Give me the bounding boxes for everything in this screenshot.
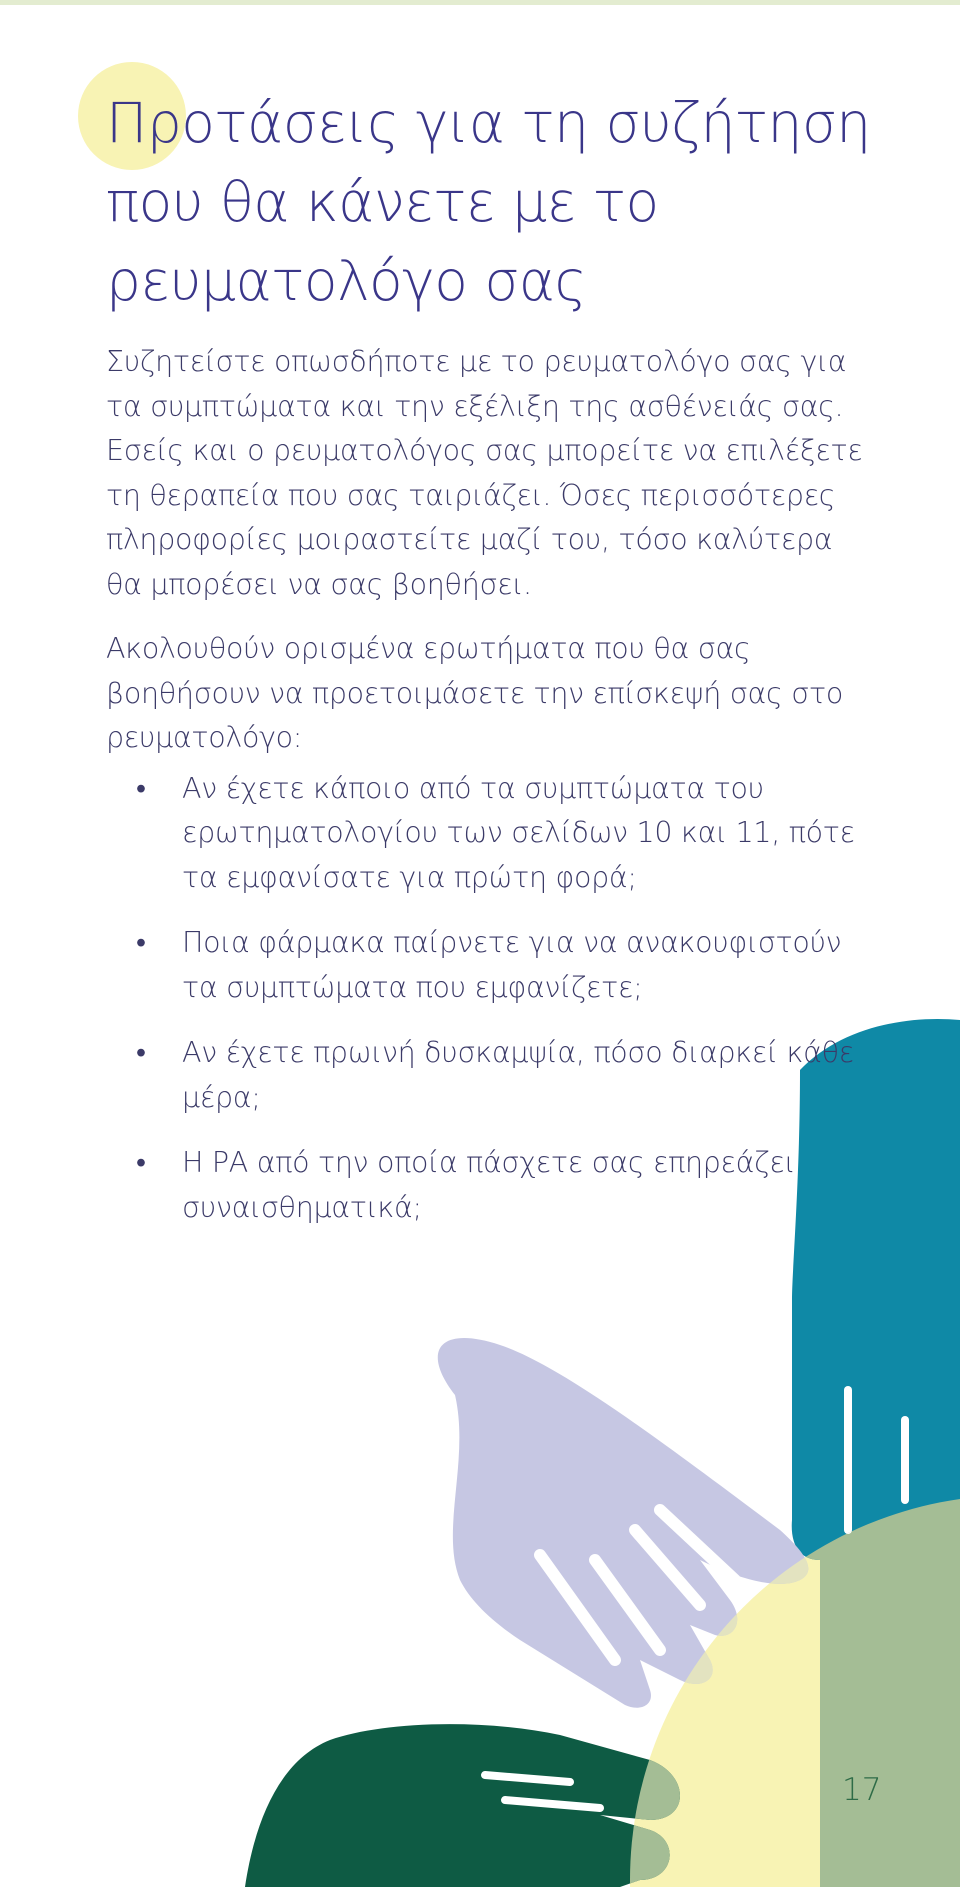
- text-line: Αν έχετε πρωινή δυσκαμψία, πόσο διαρκεί κάθε: [182, 1036, 854, 1069]
- title-line: Προτάσεις για τη συζήτηση: [106, 91, 871, 155]
- text-line: τα συμπτώματα που εμφανίζετε;: [182, 970, 643, 1004]
- text-line: ρευματολόγο:: [106, 721, 303, 754]
- questions-intro-paragraph: [106, 627, 876, 761]
- body-content: [106, 340, 876, 1251]
- list-item: [106, 1141, 876, 1230]
- title-line: ρευματολόγο σας: [106, 249, 587, 313]
- text-line: τη θεραπεία που σας ταιριάζει. Όσες περισσότερες: [106, 478, 836, 512]
- bullet-icon: •: [136, 771, 146, 805]
- page-title: [106, 84, 886, 321]
- bullet-icon: •: [136, 926, 146, 959]
- bullet-icon: •: [136, 1036, 146, 1069]
- text-line: τα εμφανίσατε για πρώτη φορά;: [182, 860, 637, 894]
- title-line: που θα κάνετε με το: [106, 170, 659, 234]
- text-line: Ακολουθούν ορισμένα ερωτήματα που θα σας: [106, 632, 751, 665]
- list-item: [106, 767, 876, 901]
- questions-list: [106, 767, 876, 1231]
- text-line: Η ΡΑ από την οποία πάσχετε σας επηρεάζει: [182, 1146, 796, 1179]
- page-number: 17: [842, 1772, 882, 1808]
- text-line: Συζητείστε οπωσδήποτε με το ρευματολόγο σας για: [106, 345, 847, 378]
- intro-paragraph: [106, 340, 876, 607]
- text-line: Εσείς και ο ρευματολόγος σας μπορείτε να επιλέξετε: [106, 434, 863, 467]
- text-line: ερωτηματολογίου των σελίδων 10 και 11, πότε: [182, 816, 855, 849]
- list-item: [106, 921, 876, 1010]
- text-line: θα μπορέσει να σας βοηθήσει.: [106, 567, 532, 601]
- text-line: βοηθήσουν να προετοιμάσετε την επίσκεψή σας στο: [106, 676, 843, 710]
- text-line: τα συμπτώματα και την εξέλιξη της ασθένειάς σας.: [106, 389, 844, 423]
- text-line: Ποια φάρμακα παίρνετε για να ανακουφιστούν: [182, 926, 842, 959]
- text-line: Αν έχετε κάποιο από τα συμπτώματα του: [182, 771, 764, 805]
- dark-green-hand: [245, 1724, 680, 1887]
- text-line: μέρα;: [182, 1080, 261, 1114]
- text-line: πληροφορίες μοιραστείτε μαζί του, τόσο καλύτερα: [106, 523, 833, 556]
- text-line: συναισθηματικά;: [182, 1190, 422, 1224]
- bullet-icon: •: [136, 1146, 146, 1179]
- list-item: [106, 1031, 876, 1120]
